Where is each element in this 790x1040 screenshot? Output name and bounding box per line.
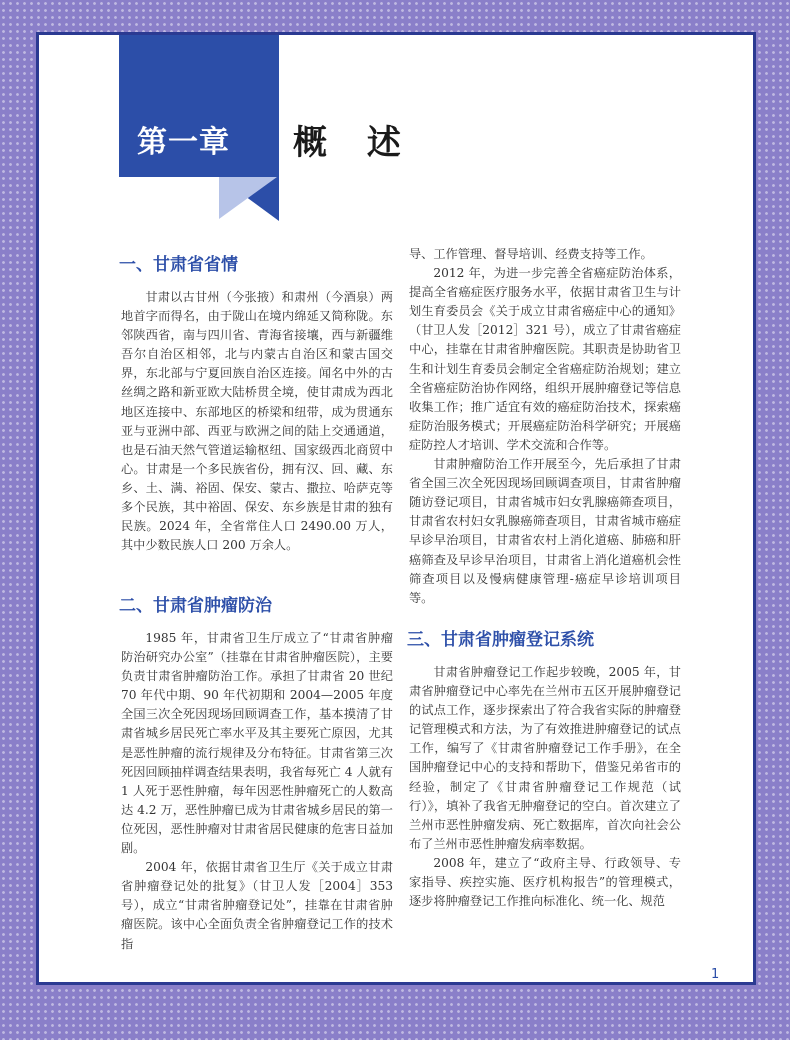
paragraph: 2008 年，建立了“政府主导、行政领导、专家指导、疾控实施、医疗机构报告”的管理模式，逐步将肿瘤登记工作推向标准化、统一化、规范 xyxy=(409,855,681,909)
section-body-registry-system xyxy=(409,663,681,911)
paragraph: 1985 年，甘肃省卫生厅成立了“甘肃省肿瘤防治研究办公室”（挂靠在甘肃省肿瘤医院），主要负责甘肃省肿瘤防治工作。承担了甘肃省 20 世纪 70 年代中期、90 年代初期和 2004—2005 年度全国三次全死因现场回顾调查工作，基本摸清了甘肃省城乡居民死亡率水平及其主要死亡原因，尤其是恶性肿瘤的流行规律及分布特征。甘肃省第三次死因回顾抽样调查结果表明，我省每死亡 4 人就有 1 人死于恶性肿瘤，每年因恶性肿瘤死亡的人数高达 4.2 万，恶性肿瘤已成为甘肃省城乡居民的第一位死因，恶性肿瘤对甘肃省居民健康的危害日益加剧。 xyxy=(121,631,393,856)
page-number: 1 xyxy=(711,967,720,982)
chapter-number: 第一章 xyxy=(137,125,230,160)
paragraph: 甘肃以古甘州（今张掖）和肃州（今酒泉）两地首字而得名，由于陇山在境内绵延又简称陇。东邻陕西省，南与四川省、青海省接壤，西与新疆维吾尔自治区相邻，北与内蒙古自治区和蒙古国交界，东北部与宁夏回族自治区连接。闻名中外的古丝绸之路和新亚欧大陆桥贯全境，使甘肃成为西北地区连接中、东部地区的桥梁和纽带，成为贯通东亚与亚洲中部、西亚与欧洲之间的陆上交通通道，也是石油天然气管道运输枢纽、国家级西北商贸中心。甘肃是一个多民族省份，拥有汉、回、藏、东乡、土、满、裕固、保安、蒙古、撒拉、哈萨克等多个民族，其中裕固、保安、东乡族是甘肃的独有民族。2024 年，全省常住人口 2490.00 万人，其中少数民族人口 200 万余人。 xyxy=(121,290,393,553)
section-body-province xyxy=(121,288,393,555)
chapter-banner-fold xyxy=(219,177,277,219)
paragraph: 甘肃肿瘤防治工作开展至今，先后承担了甘肃省全国三次全死因现场回顾调查项目，甘肃省肿瘤随访登记项目，甘肃省城市妇女乳腺癌筛查项目，甘肃省农村妇女乳腺癌筛查项目，甘肃省城市癌症早诊早治项目，甘肃省农村上消化道癌、肺癌和肝癌筛查及早诊早治项目，甘肃省上消化道癌机会性筛查项目以及慢病健康管理-癌症早诊培训项目等。 xyxy=(409,457,681,605)
section-heading-registry-system: 三、甘肃省肿瘤登记系统 xyxy=(407,630,594,650)
section-heading-cancer-prevention: 二、甘肃省肿瘤防治 xyxy=(119,596,272,616)
paragraph: 甘肃省肿瘤登记工作起步较晚，2005 年，甘肃省肿瘤登记中心率先在兰州市五区开展肿瘤登记的试点工作，逐步探索出了符合我省实际的肿瘤登记管理模式和方法，为了有效推进肿瘤登记的试点工作，编写了《甘肃省肿瘤登记工作手册》，在全国肿瘤登记中心的支持和帮助下，借鉴兄弟省市的经验，制定了《甘肃省肿瘤登记工作规范（试行）》，填补了我省无肿瘤登记的空白。首次建立了兰州市恶性肿瘤发病、死亡数据库，首次向社会公布了兰州市恶性肿瘤发病率数据。 xyxy=(409,665,681,851)
paragraph-continued: 导、工作管理、督导培训、经费支持等工作。 xyxy=(409,247,653,261)
chapter-title: 概 述 xyxy=(293,123,415,163)
section-heading-province: 一、甘肃省省情 xyxy=(119,255,238,275)
section-body-cancer-prevention-continued xyxy=(409,245,681,608)
paragraph: 2004 年，依据甘肃省卫生厅《关于成立甘肃省肿瘤登记处的批复》（甘卫人发［2004］353 号），成立“甘肃省肿瘤登记处”，挂靠在甘肃省肿瘤医院。该中心全面负责全省肿瘤登记工作的技术指 xyxy=(121,860,393,951)
section-body-cancer-prevention xyxy=(121,629,393,954)
book-page xyxy=(36,32,756,985)
paragraph: 2012 年，为进一步完善全省癌症防治体系，提高全省癌症医疗服务水平，依据甘肃省卫生与计划生育委员会《关于成立甘肃省癌症中心的通知》（甘卫人发［2012］321 号），成立了甘肃省癌症中心，挂靠在甘肃省肿瘤医院。其职责是协助省卫生和计划生育委员会制定全省癌症防治规划；建立全省癌症防治协作网络，组织开展肿瘤登记等信息收集工作；推广适宜有效的癌症防治技术，探索癌症防治服务模式；开展癌症防治科学研究；开展癌症防控人才培训、学术交流和合作等。 xyxy=(409,266,681,452)
